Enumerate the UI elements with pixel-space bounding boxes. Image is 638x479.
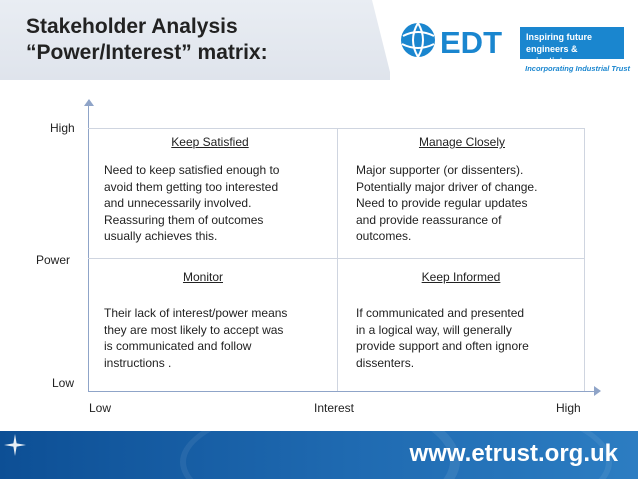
text-line: instructions .: [104, 355, 172, 370]
x-axis-line: [88, 391, 596, 392]
title-line-1: Stakeholder Analysis: [26, 15, 238, 38]
grid-right-line: [584, 128, 585, 391]
text-line: usually achieves this.: [104, 229, 218, 243]
text-line: and provide reassurance of: [356, 212, 502, 227]
text-line: dissenters.: [356, 355, 415, 370]
quadrant-monitor-text: [104, 305, 287, 371]
quadrant-keep-informed-text: [356, 305, 529, 371]
text-line: Need to keep satisfied enough to: [104, 163, 280, 177]
text-line: and unnecessarily involved.: [104, 196, 252, 210]
text-line: is communicated and follow: [104, 339, 252, 353]
page-title: [26, 14, 268, 66]
x-axis-title: Interest: [314, 401, 355, 415]
y-axis-high-label: High: [50, 121, 75, 135]
grid-top-line: [88, 128, 584, 129]
text-line: Major supporter (or dissenters).: [356, 163, 524, 177]
logo-text: EDT: [440, 25, 502, 60]
x-axis-high-label: High: [556, 401, 581, 415]
y-axis-low-label: Low: [52, 376, 75, 390]
text-line: Need to provide regular updates: [356, 196, 528, 210]
text-line: outcomes.: [356, 229, 412, 243]
text-line: If communicated and presented: [356, 306, 525, 320]
text-line: avoid them getting too interested: [104, 179, 279, 194]
text-line: Reassuring them of outcomes: [104, 212, 264, 227]
logo-tagline: Inspiring future engineers & scientists: [520, 27, 624, 59]
quadrant-monitor-title: Monitor: [182, 270, 223, 284]
text-line: they are most likely to accept was: [104, 322, 284, 337]
x-axis-arrow-icon: [594, 386, 601, 396]
text-line: Their lack of interest/power means: [104, 306, 288, 320]
text-line: provide support and often ignore: [356, 339, 529, 353]
footer-band: [0, 431, 638, 479]
title-line-2: “Power/Interest” matrix:: [26, 41, 268, 64]
quadrant-keep-satisfied-title: Keep Satisfied: [171, 135, 249, 149]
text-line: Potentially major driver of change.: [356, 179, 538, 194]
grid-center-line: [337, 128, 338, 391]
grid-middle-line: [88, 258, 584, 259]
x-axis-low-label: Low: [89, 401, 112, 415]
text-line: in a logical way, will generally: [356, 322, 512, 337]
y-axis-arrow-icon: [84, 99, 94, 106]
quadrant-keep-informed-title: Keep Informed: [421, 270, 501, 284]
logo-subtitle: Incorporating Industrial Trust: [525, 64, 630, 73]
y-axis-title: Power: [36, 253, 71, 267]
quadrant-manage-closely-text: [356, 162, 537, 245]
quadrant-manage-closely-title: Manage Closely: [418, 135, 506, 149]
quadrant-keep-satisfied-text: [104, 162, 279, 245]
y-axis-line: [88, 100, 89, 392]
footer-url-link[interactable]: www.etrust.org.uk: [409, 440, 618, 467]
star-icon: [4, 434, 26, 456]
